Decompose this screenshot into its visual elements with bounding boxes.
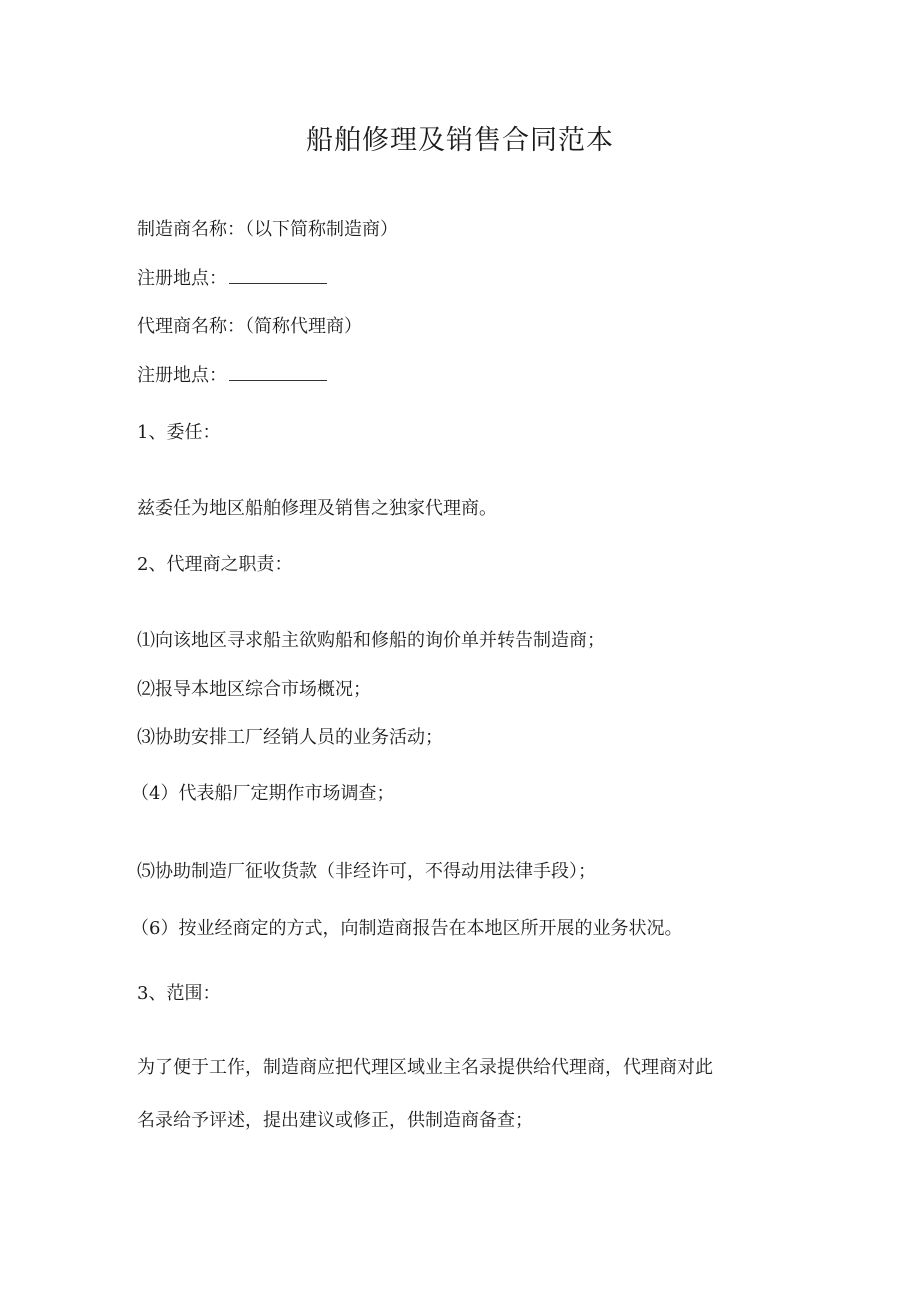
section-3-heading: 3、范围：	[137, 983, 221, 1004]
duty-item-3: ⑶协助安排工厂经销人员的业务活动；	[137, 727, 443, 748]
manufacturer-address-blank	[229, 269, 327, 284]
duty-item-2: ⑵报导本地区综合市场概况；	[137, 679, 371, 700]
agent-address-label: 注册地点：	[137, 365, 227, 386]
section-3-body-line-2: 名录给予评述，提出建议或修正，供制造商备查；	[137, 1110, 533, 1131]
duty-item-4: （4）代表船厂定期作市场调查；	[131, 783, 395, 804]
manufacturer-name-line: 制造商名称：（以下简称制造商）	[137, 219, 398, 240]
section-1-heading: 1、委任：	[137, 422, 221, 443]
duty-item-5: ⑸协助制造厂征收货款（非经许可，不得动用法律手段）；	[137, 861, 596, 882]
duty-item-6: （6）按业经商定的方式，向制造商报告在本地区所开展的业务状况。	[131, 918, 683, 939]
section-1-body: 兹委任为地区船舶修理及销售之独家代理商。	[137, 498, 497, 519]
document-title: 船舶修理及销售合同范本	[306, 125, 614, 156]
agent-address-blank	[229, 366, 327, 381]
manufacturer-address-line	[137, 267, 327, 291]
section-2-heading: 2、代理商之职责：	[137, 554, 293, 575]
agent-name-line: 代理商名称：（简称代理商）	[137, 316, 362, 337]
section-3-body-line-1: 为了便于工作，制造商应把代理区域业主名录提供给代理商，代理商对此	[137, 1057, 713, 1078]
agent-address-line	[137, 364, 327, 388]
duty-item-1: ⑴向该地区寻求船主欲购船和修船的询价单并转告制造商；	[137, 630, 605, 651]
manufacturer-address-label: 注册地点：	[137, 268, 227, 289]
